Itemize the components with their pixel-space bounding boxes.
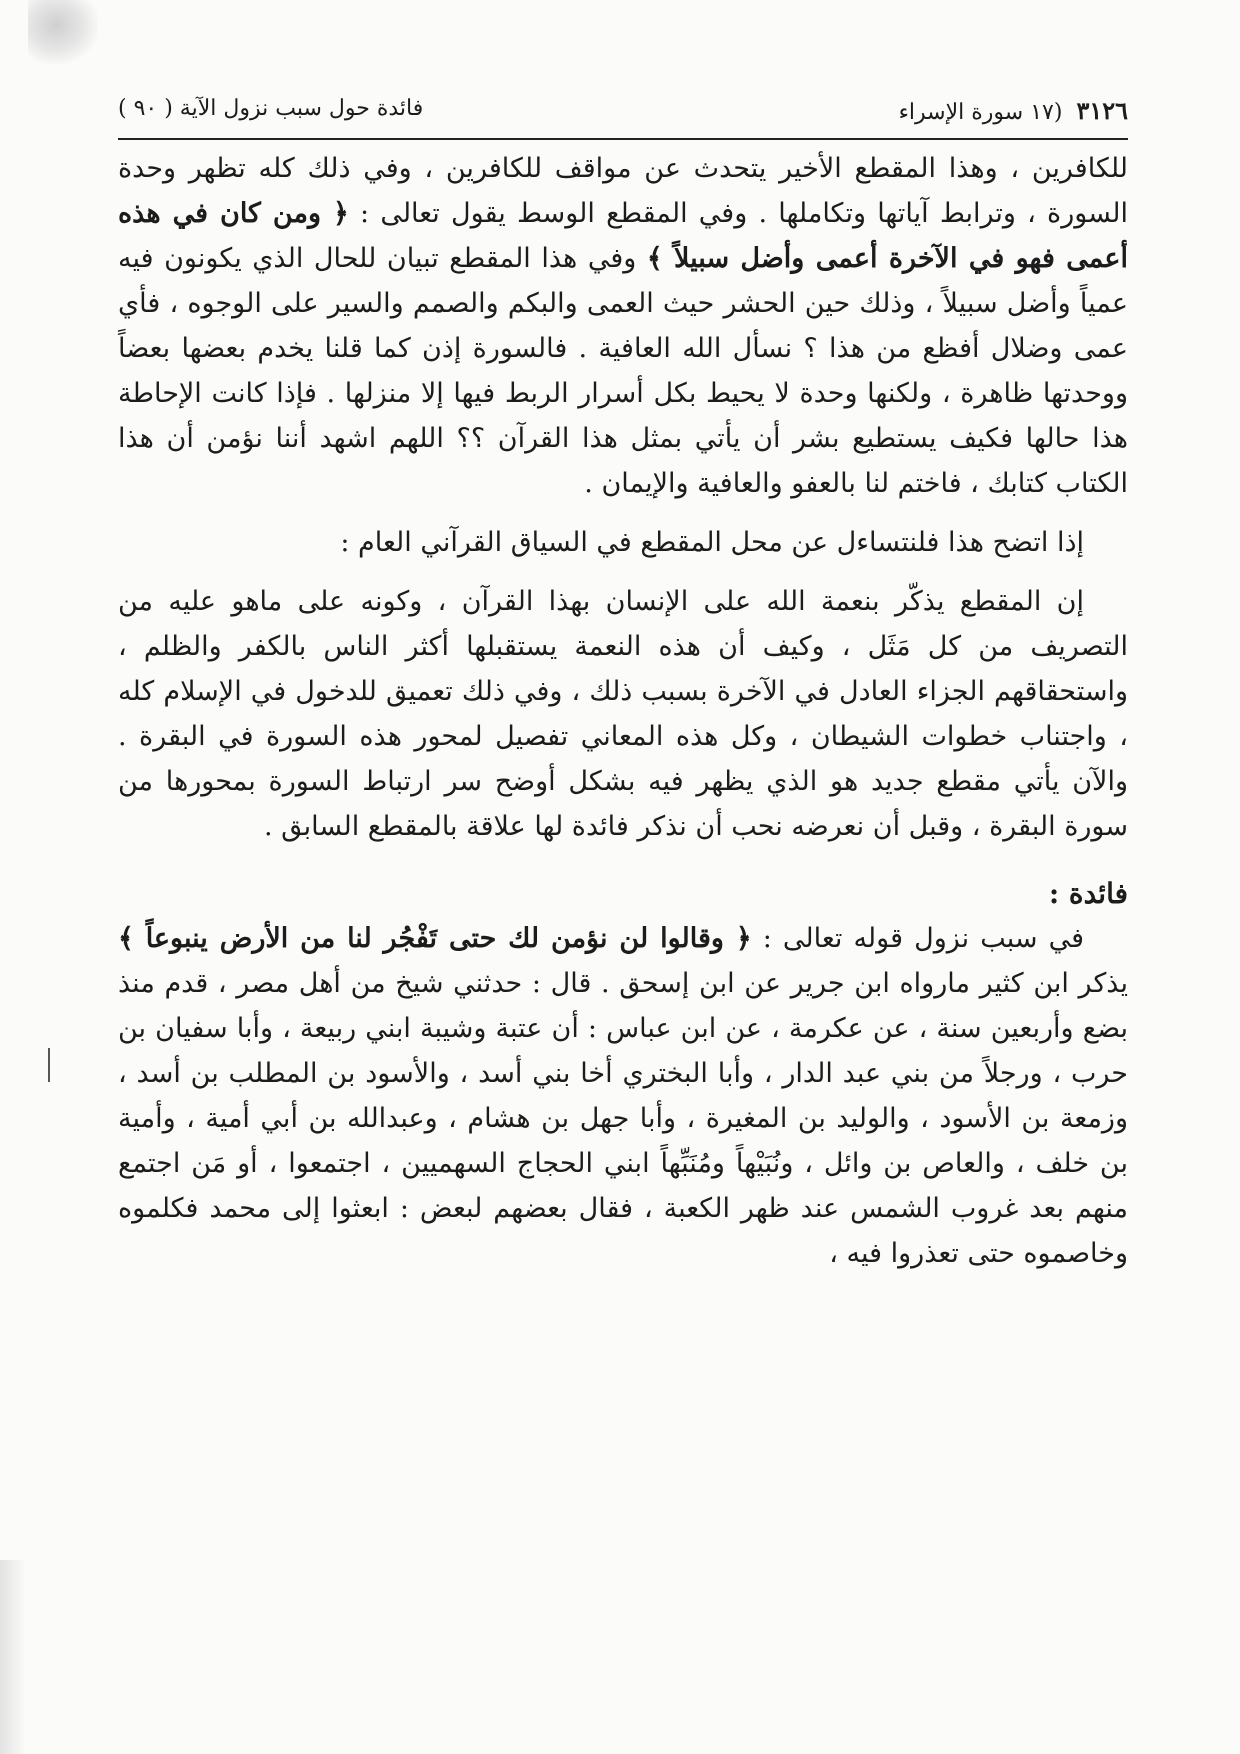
paragraph-4-text: يذكر ابن كثير مارواه ابن جرير عن ابن إسحق . قال : حدثني شيخ من أهل مصر ، قدم منذ بضع وأربعين سنة ، عن عكرمة ، عن ابن عباس : أن عتبة وشيبة ابني ربيعة ، وأبا سفيان بن حرب ، ورجلاً من بني عبد الدار ، وأبا البختري أخا بني أسد ، والأسود بن المطلب بن أسد ، وزمعة بن الأسود ، والوليد بن المغيرة ، وأبا جهل بن هشام ، وعبدالله بن أبي أمية ، وأمية بن خلف ، والعاص بن وائل ، ونُبَيْهاً ومُنَبِّهاً ابني الحجاج السهميين ، اجتمعوا ، أو مَن اجتمع منهم بعد غروب الشمس عند ظهر الكعبة ، فقال بعضهم لبعض : ابعثوا إلى محمد فكلموه وخاصموه حتى تعذروا فيه ، [118,968,1128,1269]
paragraph-1-text: للكافرين ، وهذا المقطع الأخير يتحدث عن مواقف للكافرين ، وفي ذلك كله تظهر وحدة السورة ، وترابط آياتها وتكاملها . وفي المقطع الوسط يقول تعالى : [118,153,1128,229]
scan-artifact-top [28,0,98,64]
paragraph-2-text: إذا اتضح هذا فلنتساءل عن محل المقطع في السياق القرآني العام : [340,527,1084,558]
surah-name: (١٧ سورة الإسراء [898,100,1063,125]
paragraph-1-text: وفي هذا المقطع تبيان للحال الذي يكونون فيه عمياً وأضل سبيلاً ، وذلك حين الحشر حيث العمى والبكم والصمم والسير على الوجوه ، فأي عمى وضلال أفظع من هذا ؟ نسأل الله العافية . فالسورة إذن كما قلنا يخدم بعضها بعضاً ووحدتها ظاهرة ، ولكنها وحدة لا يحيط بكل أسرار الربط فيها إلا منزلها . فإذا كانت الإحاطة هذا حالها فكيف يستطيع بشر أن يأتي بمثل هذا القرآن ؟؟ اللهم اشهد أننا نؤمن أن هذا الكتاب كتابك ، فاختم لنا بالعفو والعافية والإيمان . [118,243,1128,499]
running-header [118,92,1128,132]
quran-verse: ﴿ ومن كان في هذه أعمى فهو في الآخرة أعمى وأضل سبيلاً ﴾ [118,198,1128,274]
scan-artifact-left [0,1560,26,1754]
header-rule [118,138,1128,140]
paragraph-3-text: إن المقطع يذكّر بنعمة الله على الإنسان بهذا القرآن ، وكونه على ماهو عليه من التصريف من كل مَثَل ، وكيف أن هذه النعمة يستقبلها أكثر الناس بالكفر والظلم ، واستحقاقهم الجزاء العادل في الآخرة بسبب ذلك ، وفي ذلك تعميق للدخول في الإسلام كله ، واجتناب خطوات الشيطان ، وكل هذه المعاني تفصيل لمحور هذه السورة في البقرة . والآن يأتي مقطع جديد هو الذي يظهر فيه بشكل أوضح سر ارتباط السورة بمحورها من سورة البقرة ، وقبل أن نعرضه نحب أن نذكر فائدة لها علاقة بالمقطع السابق . [118,586,1128,842]
quran-verse: ﴿ وقالوا لن نؤمن لك حتى تَفْجُر لنا من الأرض ينبوعاً ﴾ [118,923,752,954]
paragraph-1 [118,146,1128,506]
header-topic: فائدة حول سبب نزول الآية ( ٩٠ ) [118,96,424,121]
paragraph-4-text: في سبب نزول قوله تعالى : [751,923,1084,954]
paragraph-3 [118,579,1128,849]
body-text [118,146,1128,1276]
page-number-block [899,96,1128,125]
paragraph-2 [118,520,1128,565]
section-heading: فائدة : [1048,877,1128,910]
page-number: ٣١٢٦ [1076,96,1128,125]
margin-mark [48,1048,50,1082]
paragraph-4 [118,916,1128,1276]
book-page [118,92,1128,1276]
